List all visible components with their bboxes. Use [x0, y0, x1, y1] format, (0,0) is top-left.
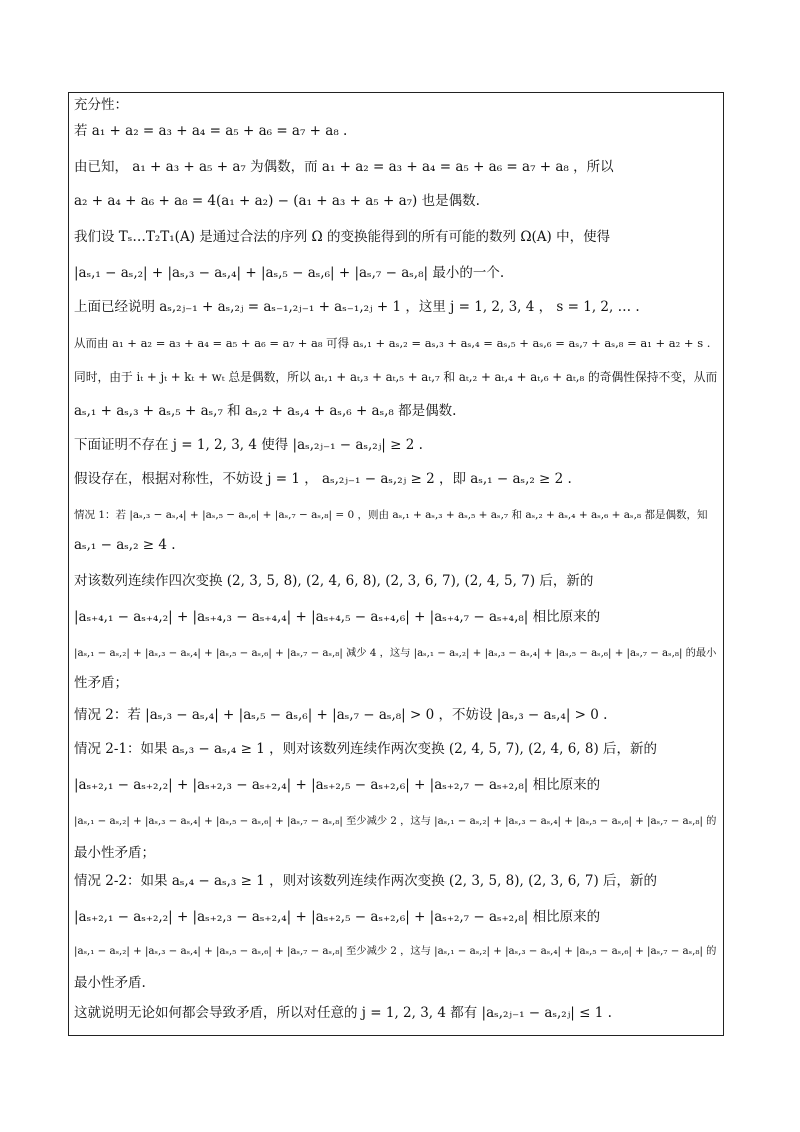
text-line: 下面证明不存在 j = 1, 2, 3, 4 使得 |aₛ,₂ⱼ₋₁ − aₛ,₂ⱼ| ≥ 2 .: [74, 437, 423, 453]
text-line: 从而由 a₁ + a₂ = a₃ + a₄ = a₅ + a₆ = a₇ + a₈ 可得 aₛ,₁ + aₛ,₂ = aₛ,₃ + aₛ,₄ = aₛ,₅ + aₛ,₆ = aₛ,₇ + aₛ,₈ = a₁ + a₂ + s .: [74, 336, 711, 350]
text-line: 对该数列连续作四次变换 (2, 3, 5, 8), (2, 4, 6, 8), (2, 3, 6, 7), (2, 4, 5, 7) 后，新的: [74, 573, 594, 589]
text-line: |aₛ₊₂,₁ − aₛ₊₂,₂| + |aₛ₊₂,₃ − aₛ₊₂,₄| + |aₛ₊₂,₅ − aₛ₊₂,₆| + |aₛ₊₂,₇ − aₛ₊₂,₈| 相比原来的: [74, 909, 601, 925]
case-2-1: 情况 2-1：如果 aₛ,₃ − aₛ,₄ ≥ 1 ，则对该数列连续作两次变换 (2, 4, 5, 7), (2, 4, 6, 8) 后，新的: [74, 741, 658, 757]
text-line: 若 a₁ + a₂ = a₃ + a₄ = a₅ + a₆ = a₇ + a₈ .: [74, 123, 348, 139]
case-2-2: 情况 2-2：如果 aₛ,₄ − aₛ,₃ ≥ 1 ，则对该数列连续作两次变换 (2, 3, 5, 8), (2, 3, 6, 7) 后，新的: [74, 873, 658, 889]
case-2: 情况 2：若 |aₛ,₃ − aₛ,₄| + |aₛ,₅ − aₛ,₆| + |aₛ,₇ − aₛ,₈| > 0 ，不妨设 |aₛ,₃ − aₛ,₄| > 0 .: [74, 707, 608, 723]
case-1: 情况 1：若 |aₛ,₃ − aₛ,₄| + |aₛ,₅ − aₛ,₆| + |aₛ,₇ − aₛ,₈| = 0 ，则由 aₛ,₁ + aₛ,₃ + aₛ,₅ + aₛ,₇ 和 aₛ,₂ + aₛ,₄ + aₛ,₆ + aₛ,₈ 都是偶数，知: [74, 509, 708, 521]
text-line: aₛ,₁ − aₛ,₂ ≥ 4 .: [74, 537, 176, 553]
text-line: |aₛ,₁ − aₛ,₂| + |aₛ,₃ − aₛ,₄| + |aₛ,₅ − aₛ,₆| + |aₛ,₇ − aₛ,₈| 至少减少 2 ，这与 |aₛ,₁ − aₛ,₂| + |aₛ,₃ − aₛ,₄| + |aₛ,₅ − aₛ,₆| + |aₛ,₇ − aₛ,₈| 的: [74, 815, 717, 827]
text-line: 假设存在，根据对称性，不妨设 j = 1 ， aₛ,₂ⱼ₋₁ − aₛ,₂ⱼ ≥ 2 ，即 aₛ,₁ − aₛ,₂ ≥ 2 .: [74, 471, 572, 487]
text-line: |aₛ,₁ − aₛ,₂| + |aₛ,₃ − aₛ,₄| + |aₛ,₅ − aₛ,₆| + |aₛ,₇ − aₛ,₈| 最小的一个.: [74, 265, 505, 281]
text-line: |aₛ₊₄,₁ − aₛ₊₄,₂| + |aₛ₊₄,₃ − aₛ₊₄,₄| + |aₛ₊₄,₅ − aₛ₊₄,₆| + |aₛ₊₄,₇ − aₛ₊₄,₈| 相比原来的: [74, 609, 601, 625]
heading-sufficiency: 充分性：: [74, 97, 128, 113]
text-line: 上面已经说明 aₛ,₂ⱼ₋₁ + aₛ,₂ⱼ = aₛ₋₁,₂ⱼ₋₁ + aₛ₋₁,₂ⱼ + 1 ，这里 j = 1, 2, 3, 4 ， s = 1, 2, … .: [74, 299, 640, 315]
text-line: |aₛ₊₂,₁ − aₛ₊₂,₂| + |aₛ₊₂,₃ − aₛ₊₂,₄| + |aₛ₊₂,₅ − aₛ₊₂,₆| + |aₛ₊₂,₇ − aₛ₊₂,₈| 相比原来的: [74, 777, 601, 793]
text-line: 性矛盾；: [74, 675, 128, 691]
text-line: a₂ + a₄ + a₆ + a₈ = 4(a₁ + a₂) − (a₁ + a₃ + a₅ + a₇) 也是偶数.: [74, 193, 480, 209]
text-line: 同时，由于 iₜ + jₜ + kₜ + wₜ 总是偶数，所以 aₜ,₁ + aₜ,₃ + aₜ,₅ + aₜ,₇ 和 aₜ,₂ + aₜ,₄ + aₜ,₆ + aₜ,₈ 的奇偶性保持不变，从而: [74, 370, 718, 384]
text-line: aₛ,₁ + aₛ,₃ + aₛ,₅ + aₛ,₇ 和 aₛ,₂ + aₛ,₄ + aₛ,₆ + aₛ,₈ 都是偶数.: [74, 403, 457, 419]
text-line: |aₛ,₁ − aₛ,₂| + |aₛ,₃ − aₛ,₄| + |aₛ,₅ − aₛ,₆| + |aₛ,₇ − aₛ,₈| 至少减少 2 ，这与 |aₛ,₁ − aₛ,₂| + |aₛ,₃ − aₛ,₄| + |aₛ,₅ − aₛ,₆| + |aₛ,₇ − aₛ,₈| 的: [74, 945, 717, 957]
text-line: 最小性矛盾.: [74, 975, 146, 991]
text-line: |aₛ,₁ − aₛ,₂| + |aₛ,₃ − aₛ,₄| + |aₛ,₅ − aₛ,₆| + |aₛ,₇ − aₛ,₈| 减少 4 ，这与 |aₛ,₁ − aₛ,₂| + |aₛ,₃ − aₛ,₄| + |aₛ,₅ − aₛ,₆| + |aₛ,₇ − aₛ,₈| 的最小: [74, 647, 717, 659]
text-line: 最小性矛盾；: [74, 845, 155, 861]
text-line: 由已知， a₁ + a₃ + a₅ + a₇ 为偶数，而 a₁ + a₂ = a₃ + a₄ = a₅ + a₆ = a₇ + a₈ ，所以: [74, 159, 614, 175]
text-line: 我们设 Tₛ…T₂T₁(A) 是通过合法的序列 Ω 的变换能得到的所有可能的数列 Ω(A) 中，使得: [74, 229, 611, 245]
conclusion: 这就说明无论如何都会导致矛盾，所以对任意的 j = 1, 2, 3, 4 都有 |aₛ,₂ⱼ₋₁ − aₛ,₂ⱼ| ≤ 1 .: [74, 1005, 612, 1021]
